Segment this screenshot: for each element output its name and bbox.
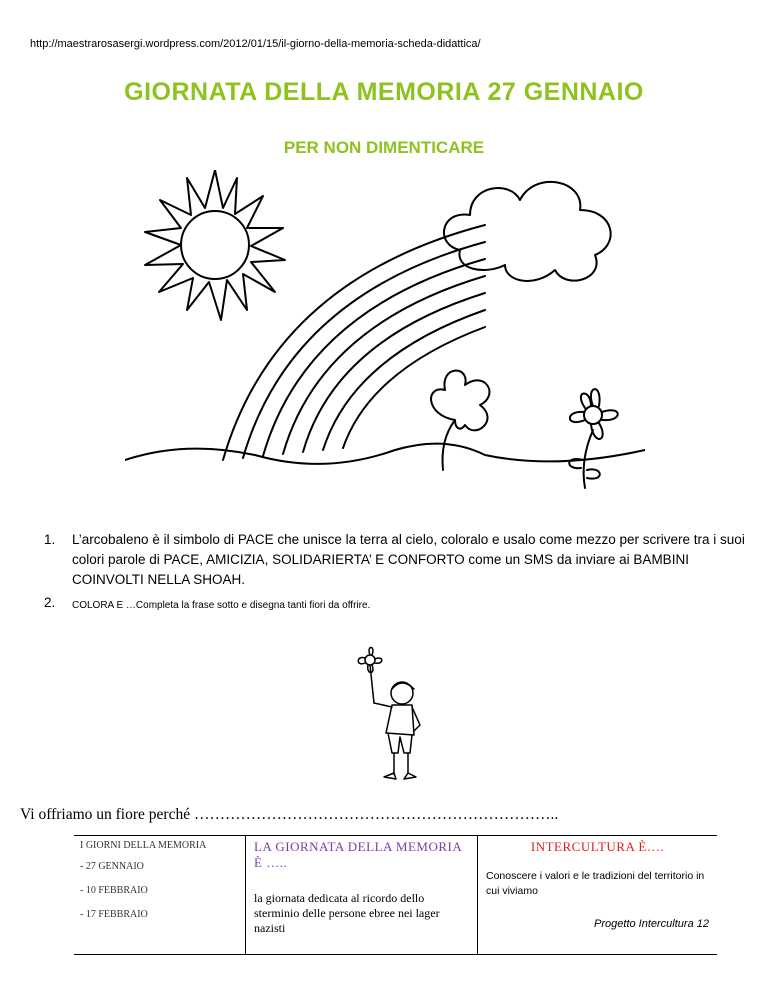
page-subtitle: PER NON DIMENTICARE: [283, 138, 485, 157]
info-table: [74, 835, 717, 955]
intercultura-heading: INTERCULTURA È….: [530, 839, 665, 854]
boy-with-flower-illustration: [352, 645, 432, 790]
instructions-list: [30, 530, 750, 616]
rainbow-icon: [223, 225, 485, 460]
intercultura-text: Conoscere i valori e le tradizioni del territorio in cui viviamo: [486, 870, 705, 897]
memory-day-definition-column: [246, 836, 478, 954]
rainbow-illustration: [125, 170, 645, 510]
list-item: [30, 530, 750, 590]
intercultura-column: [478, 836, 717, 954]
memory-date: - 10 FEBBRAIO: [80, 885, 148, 896]
memory-days-heading: I GIORNI DELLA MEMORIA: [80, 840, 207, 851]
memory-definition-heading: LA GIORNATA DELLA MEMORIA È …..: [254, 839, 462, 870]
list-text: COLORA E …Completa la frase sotto e disegna tanti fiori da offrire.: [72, 600, 371, 611]
page-title: GIORNATA DELLA MEMORIA 27 GENNAIO: [124, 78, 644, 106]
memory-date: - 27 GENNAIO: [80, 861, 144, 872]
memory-date: - 17 FEBBRAIO: [80, 909, 148, 920]
clover-icon: [431, 371, 489, 470]
cloud-icon: [444, 182, 611, 281]
offer-line: Vi offriamo un fiore perché ……………………………………………………………..: [20, 806, 559, 823]
list-text: L’arcobaleno è il simbolo di PACE che unisce la terra al cielo, coloralo e usalo come mezzo per scrivere tra i suoi colori parole di PACE, AMICIZIA, SOLIDARIERTA’ E CONFORTO come un SMS da inviare ai BAMBINI COINVOLTI NELLA SHOAH.: [72, 532, 745, 587]
flower-icon: [569, 389, 618, 488]
list-number: 1.: [44, 532, 56, 547]
list-item: [30, 596, 750, 616]
memory-definition-text: la giornata dedicata al ricordo dello sterminio delle persone ebree nei lager nazisti: [254, 891, 440, 935]
list-number: 2.: [44, 595, 56, 610]
ground-line: [125, 444, 645, 464]
source-url: http://maestrarosasergi.wordpress.com/2012/01/15/il-giorno-della-memoria-scheda-didattica/: [30, 38, 481, 50]
sun-icon: [145, 170, 285, 320]
project-signature: Progetto Intercultura 12: [594, 918, 709, 930]
memory-days-column: [74, 836, 246, 954]
